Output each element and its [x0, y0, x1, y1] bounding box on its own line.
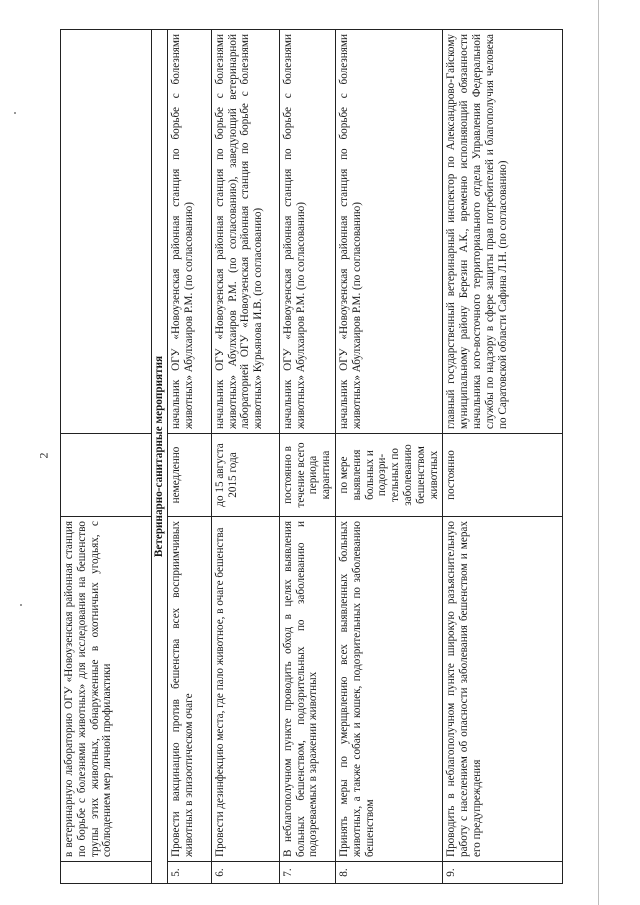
measure-text-cell: В неблагополучном пункте проводить обход в целях выявления больных бешенством, подозрительных по заболеванию и подозреваемых в заражении животных — [279, 517, 335, 862]
measure-text-cell: Провести вакцинацию против бешенства всех восприимчивых животных в эпизоотическом очаге — [167, 517, 211, 862]
row-number-cell — [61, 862, 152, 884]
measure-text-cell: Провести дезинфекцию места, где пало животное, в очаге бешенства — [211, 517, 279, 862]
row-number-cell: 8. — [335, 862, 442, 884]
row-number-cell: 6. — [211, 862, 279, 884]
responsible-cell: главный государственный ветеринарный инспектор по Александрово-Гайскому муниципальному району Березин А.К., временно исполняющий обязанности начальника юго-восточного территориального отдела Управления Федеральной службы по надзору в сфере защиты прав потребителей и благополучия человека по Саратовской области Сафина Л.Н. (по согласованию) — [443, 30, 563, 434]
term-cell: постоянно в течение всего периода карантина — [279, 434, 335, 517]
table-row — [167, 30, 211, 884]
term-cell — [61, 434, 152, 517]
responsible-cell: начальник ОГУ «Новоузенская районная станция по борьбе с болезнями животных» Абулхаиров Р.М. (по согласованию), заведующий ветеринарной лабораторией ОГУ «Новоузенская районная станция по борьбе с болезнями животных» Курьянова И.В. (по согласованию) — [211, 30, 279, 434]
measure-text-cell: в ветеринарную лабораторию ОГУ «Новоузенская районная станция по борьбе с болезнями животных» для исследования на бешенство трупы этих животных, обнаруженные в охотничьих угодьях, с соблюдением мер личной профилактики — [61, 517, 152, 862]
term-cell: постоянно — [443, 434, 563, 517]
measure-text-cell: Проводить в неблагополучном пункте широкую разъяснительную работу с населением об опасности заболевания бешенством и мерах его предупреждения — [443, 517, 563, 862]
scan-edge-line — [598, 0, 599, 905]
landscape-table-wrapper — [60, 30, 558, 884]
table-row — [61, 30, 152, 884]
table-row — [335, 30, 442, 884]
table-row — [211, 30, 279, 884]
row-number-cell: 7. — [279, 862, 335, 884]
row-number-cell: 5. — [167, 862, 211, 884]
term-cell: немедленно — [167, 434, 211, 517]
rotated-table-frame — [60, 30, 558, 884]
table-row — [279, 30, 335, 884]
page-number: 2 — [36, 452, 51, 459]
row-number-cell: 9. — [443, 862, 563, 884]
term-cell: до 15 августа 2015 года — [211, 434, 279, 517]
measure-text-cell: Принять меры по умерщвлению всех выявленных больных животных, а также собак и кошек, подозрительных по заболеванию бешенством — [335, 517, 442, 862]
term-cell: по мере выявления больных и подозри-тельных по заболеванию бешенством животных — [335, 434, 442, 517]
table-row — [443, 30, 563, 884]
section-header-row — [152, 30, 168, 884]
responsible-cell: начальник ОГУ «Новоузенская районная станция по борьбе с болезнями животных» Абулхаиров Р.М. (по согласованию) — [335, 30, 442, 434]
responsible-cell — [61, 30, 152, 434]
section-title: Ветеринарно-санитарные мероприятия — [152, 30, 168, 884]
responsible-cell: начальник ОГУ «Новоузенская районная станция по борьбе с болезнями животных» Абулхаиров Р.М. (по согласованию) — [167, 30, 211, 434]
scan-speck — [14, 112, 16, 114]
measures-table — [60, 29, 563, 884]
responsible-cell: начальник ОГУ «Новоузенская районная станция по борьбе с болезнями животных» Абулхаиров Р.М. (по согласованию) — [279, 30, 335, 434]
scan-speck — [20, 604, 22, 606]
